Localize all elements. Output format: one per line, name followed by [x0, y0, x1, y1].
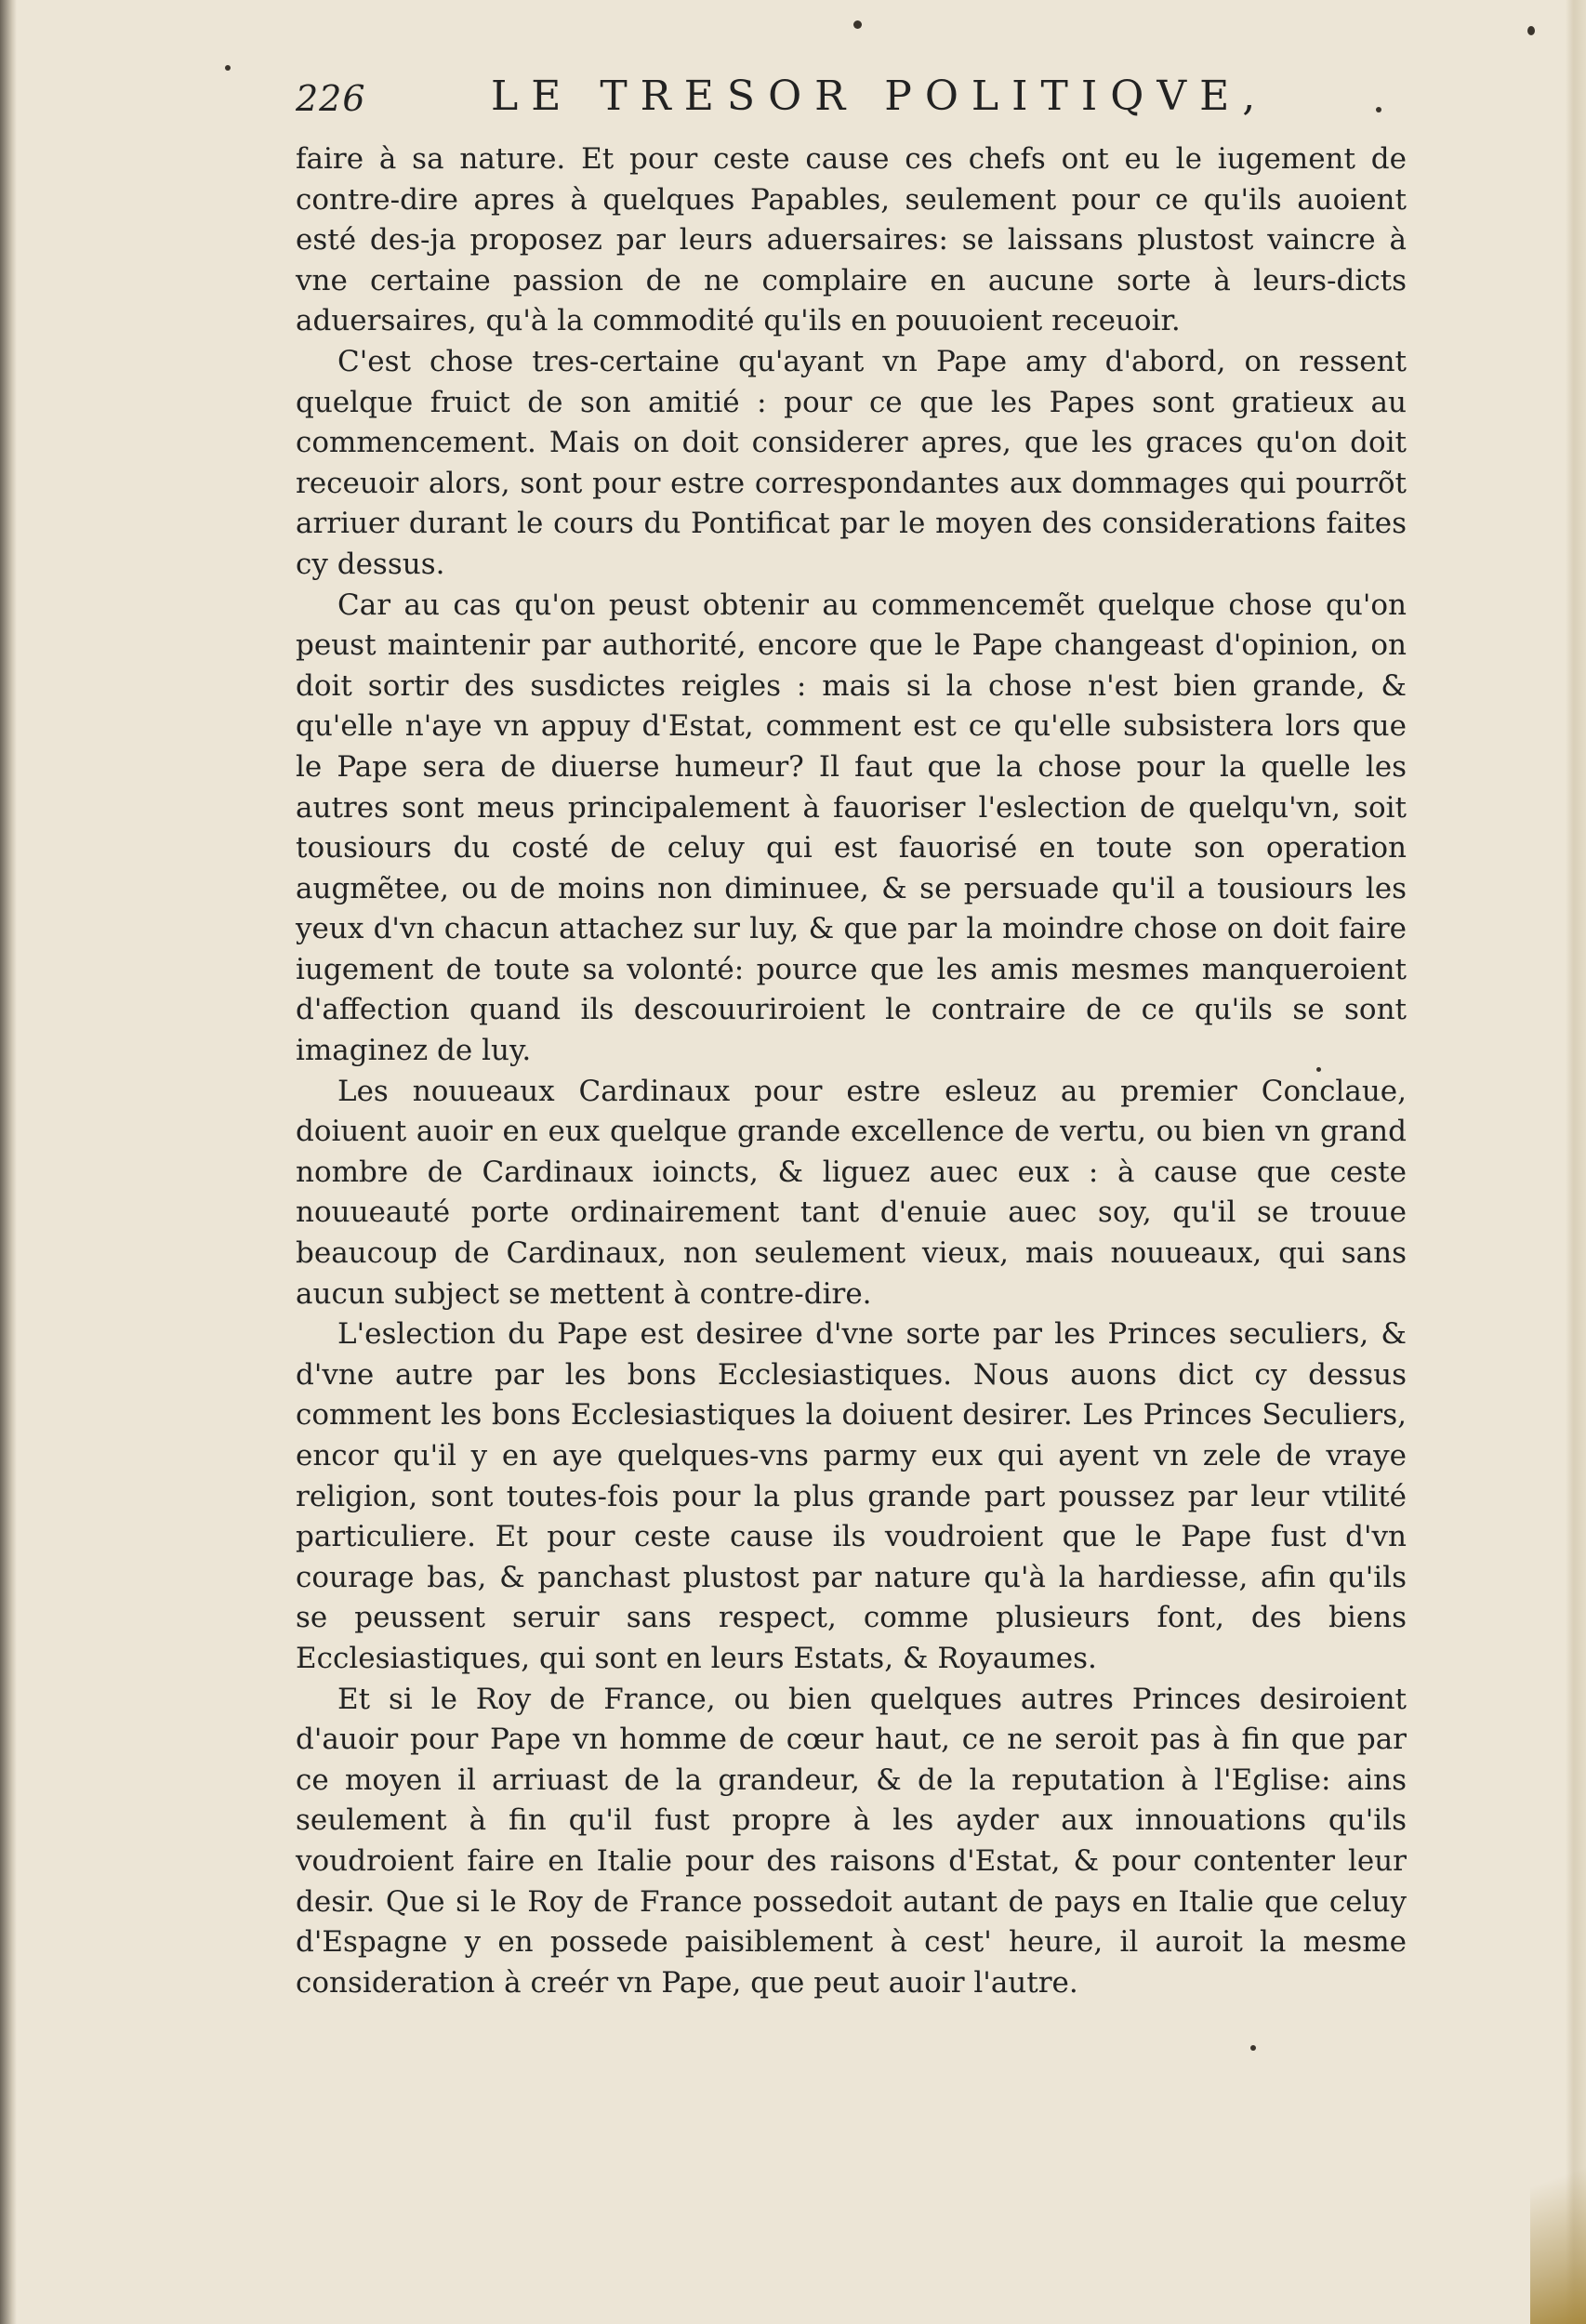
running-title: LE TRESOR POLITIQVE, — [491, 73, 1269, 120]
paragraph: C'est chose tres-certaine qu'ayant vn Pape amy d'abord, on ressent quelque fruict de son amitié : pour ce que les Papes sont gratieux au commencement. Mais on doit considerer apres, que les graces qu'on doit receuoir alors, sont pour estre correspondantes aux dommages qui pourrõt arriuer durant le cours du Pontificat par le moyen des considerations faites cy dessus. — [296, 344, 1407, 581]
paragraph: Et si le Roy de France, ou bien quelques autres Princes desiroient d'auoir pour Pape vn homme de cœur haut, ce ne seroit pas à fin que par ce moyen il arriuast de la grandeur, & de la reputation à l'Eglise: ains seulement à fin qu'il fust propre à les ayder aux innouations qu'ils voudroient faire en Italie pour des raisons d'Estat, & pour contenter leur desir. Que si le Roy de France possedoit autant de pays en Italie que celuy d'Espagne y en possede paisiblement à cest' heure, il auroit la mesme consideration à creér vn Pape, que peut auoir l'autre. — [296, 1682, 1407, 2000]
page-header — [296, 73, 1269, 128]
ink-spot — [1376, 107, 1381, 112]
corner-stain — [1530, 2082, 1586, 2324]
ink-spot — [1527, 26, 1535, 35]
body-text — [296, 139, 1407, 2003]
page-number: 226 — [296, 78, 366, 119]
ink-spot — [225, 65, 231, 71]
ink-spot — [853, 20, 862, 29]
paragraph: Les nouueaux Cardinaux pour estre esleuz au premier Conclaue, doiuent auoir en eux quelque grande excellence de vertu, ou bien vn grand nombre de Cardinaux ioincts, & liguez auec eux : à cause que ceste nouueauté porte ordinairement tant d'enuie auec soy, qu'il se trouue beaucoup de Cardinaux, non seulement vieux, mais nouueaux, qui sans aucun subject se mettent à contre-dire. — [296, 1074, 1407, 1311]
page-edge — [1566, 0, 1586, 2324]
paragraph: Car au cas qu'on peust obtenir au commencemẽt quelque chose qu'on peust maintenir par authorité, encore que le Pape changeast d'opinion, on doit sortir des susdictes reigles : mais si la chose n'est bien grande, & qu'elle n'aye vn appuy d'Estat, comment est ce qu'elle subsistera lors que le Pape sera de diuerse humeur? Il faut que la chose pour la quelle les autres sont meus principalement à fauoriser l'eslection de quelqu'vn, soit tousiours du costé de celuy qui est fauorisé en toute son operation augmẽtee, ou de moins non diminuee, & se persuade qu'il a tousiours les yeux d'vn chacun attachez sur luy, & que par la moindre chose on doit faire iugement de toute sa volonté: pource que les amis mesmes manqueroient d'affection quand ils descouuriroient le contraire de ce qu'ils se sont imaginez de luy. — [296, 588, 1407, 1068]
ink-spot — [1250, 2045, 1256, 2051]
binding-shadow — [0, 0, 17, 2324]
paragraph: faire à sa nature. Et pour ceste cause ces chefs ont eu le iugement de contre-dire apres à quelques Papables, seulement pour ce qu'ils auoient esté des-ja proposez par leurs aduersaires: se laissans plustost vaincre à vne certaine passion de ne complaire en aucune sorte à leurs-dicts aduersaires, qu'à la commodité qu'ils en pouuoient receuoir. — [296, 142, 1407, 338]
paragraph: L'eslection du Pape est desiree d'vne sorte par les Princes seculiers, & d'vne autre par les bons Ecclesiastiques. Nous auons dict cy dessus comment les bons Ecclesiastiques la doiuent desirer. Les Princes Seculiers, encor qu'il y en aye quelques-vns parmy eux qui ayent vn zele de vraye religion, sont toutes-fois pour la plus grande part poussez par leur vtilité particuliere. Et pour ceste cause ils voudroient que le Pape fust d'vn courage bas, & panchast plustost par nature qu'à la hardiesse, afin qu'ils se peussent seruir sans respect, comme plusieurs font, des biens Ecclesiastiques, qui sont en leurs Estats, & Royaumes. — [296, 1317, 1407, 1675]
